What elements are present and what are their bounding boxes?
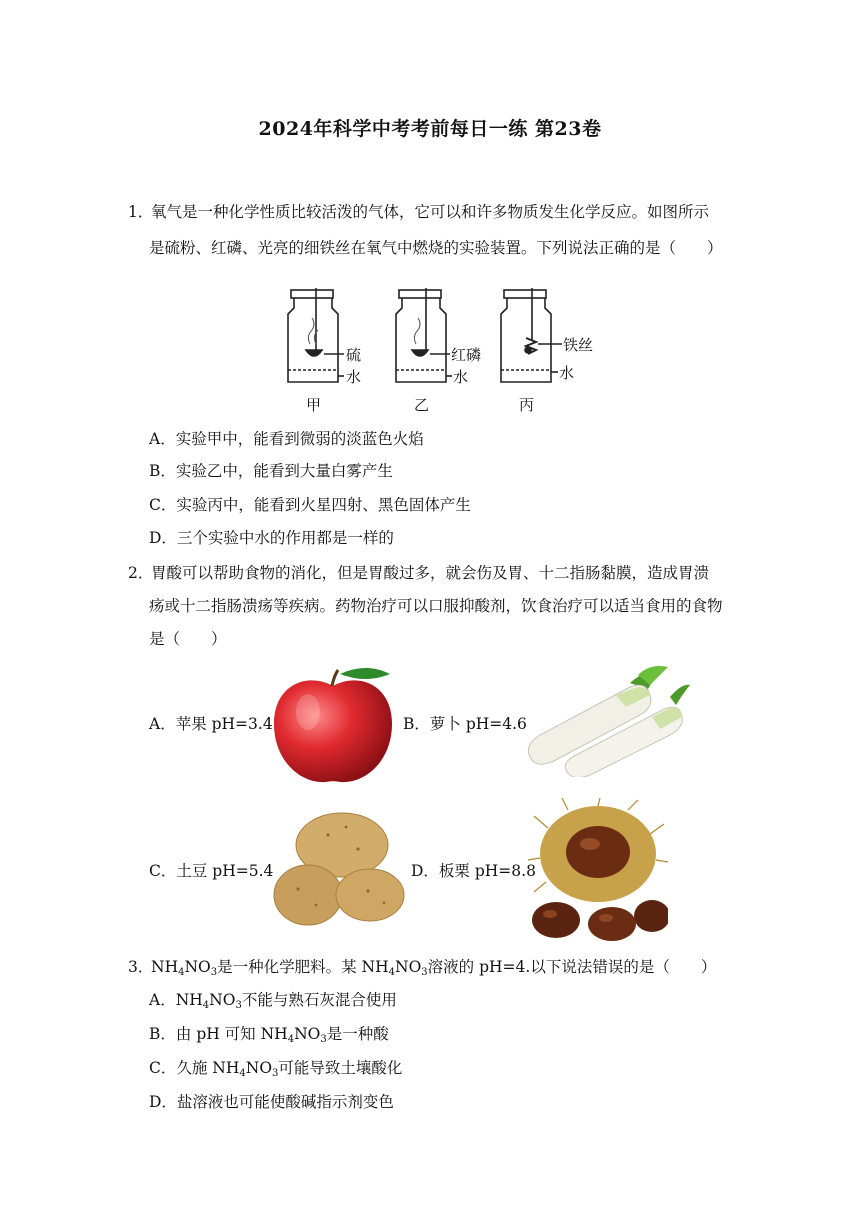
jar-jia-water-label: 水 <box>346 368 362 386</box>
jar-jia-substance-label: 硫 <box>346 346 362 364</box>
apple-icon <box>268 662 398 787</box>
jar-yi-water-label: 水 <box>453 368 469 386</box>
question-2-text-line2: 疡或十二指肠溃疡等疾病。药物治疗可以口服抑酸剂，饮食治疗可以适当食用的食物 <box>149 597 723 615</box>
jar-yi <box>396 288 452 382</box>
question-3-text-line1: $NH_4NO_3$是一种化学肥料。某 $NH_4NO_3$溶液的 pH=4.以下说法错误的是（ ） <box>151 958 717 978</box>
jar-diagram <box>286 284 604 420</box>
question-3-option-c: C．久施 $NH_4NO_3$可能导致土壤酸化 <box>149 1059 403 1079</box>
jar-jia-caption: 甲 <box>306 396 322 414</box>
question-3-option-b: B．由 pH 可知 $NH_4NO_3$是一种酸 <box>149 1025 389 1045</box>
question-1-text-line1: 氧气是一种化学性质比较活泼的气体，它可以和许多物质发生化学反应。如图所示 <box>151 203 710 221</box>
question-1-option-c: C．实验丙中，能看到火星四射、黑色固体产生 <box>149 496 471 514</box>
combustion-apparatus-figure <box>286 284 604 420</box>
jar-jia <box>288 288 344 382</box>
jar-bing-water-label: 水 <box>559 364 575 382</box>
jar-yi-caption: 乙 <box>414 396 430 414</box>
page-title: 2024年科学中考考前每日一练 第23卷 <box>258 118 602 140</box>
question-2-option-a: A．苹果 pH=3.4 <box>149 715 273 733</box>
jar-bing <box>501 288 562 382</box>
question-2-option-c: C．土豆 pH=5.4 <box>149 862 274 880</box>
question-2-text-line1: 胃酸可以帮助食物的消化，但是胃酸过多，就会伤及胃、十二指肠黏膜，造成胃溃 <box>151 564 710 582</box>
question-3-option-d: D．盐溶液也可能使酸碱指示剂变色 <box>149 1093 394 1111</box>
jar-yi-substance-label: 红磷 <box>451 346 482 364</box>
jar-bing-caption: 丙 <box>519 396 535 414</box>
potato-icon <box>268 805 408 933</box>
question-1-option-d: D．三个实验中水的作用都是一样的 <box>149 529 394 547</box>
question-1-text-line2: 是硫粉、红磷、光亮的细铁丝在氧气中燃烧的实验装置。下列说法正确的是（ ） <box>149 239 723 257</box>
question-2-option-b: B．萝卜 pH=4.6 <box>403 715 527 733</box>
question-2-number: 2． <box>128 564 154 582</box>
radish-icon <box>520 665 690 777</box>
question-1-number: 1． <box>128 203 154 221</box>
question-3-option-a: A．$NH_4NO_3$不能与熟石灰混合使用 <box>149 991 397 1011</box>
question-3-number: 3． <box>128 958 154 976</box>
chestnut-icon <box>528 798 668 944</box>
question-2-option-d: D．板栗 pH=8.8 <box>411 862 536 880</box>
question-2-text-line3: 是（ ） <box>149 630 227 648</box>
jar-bing-substance-label: 铁丝 <box>563 336 594 354</box>
question-1-option-a: A．实验甲中，能看到微弱的淡蓝色火焰 <box>149 430 424 448</box>
question-1-option-b: B．实验乙中，能看到大量白雾产生 <box>149 462 393 480</box>
